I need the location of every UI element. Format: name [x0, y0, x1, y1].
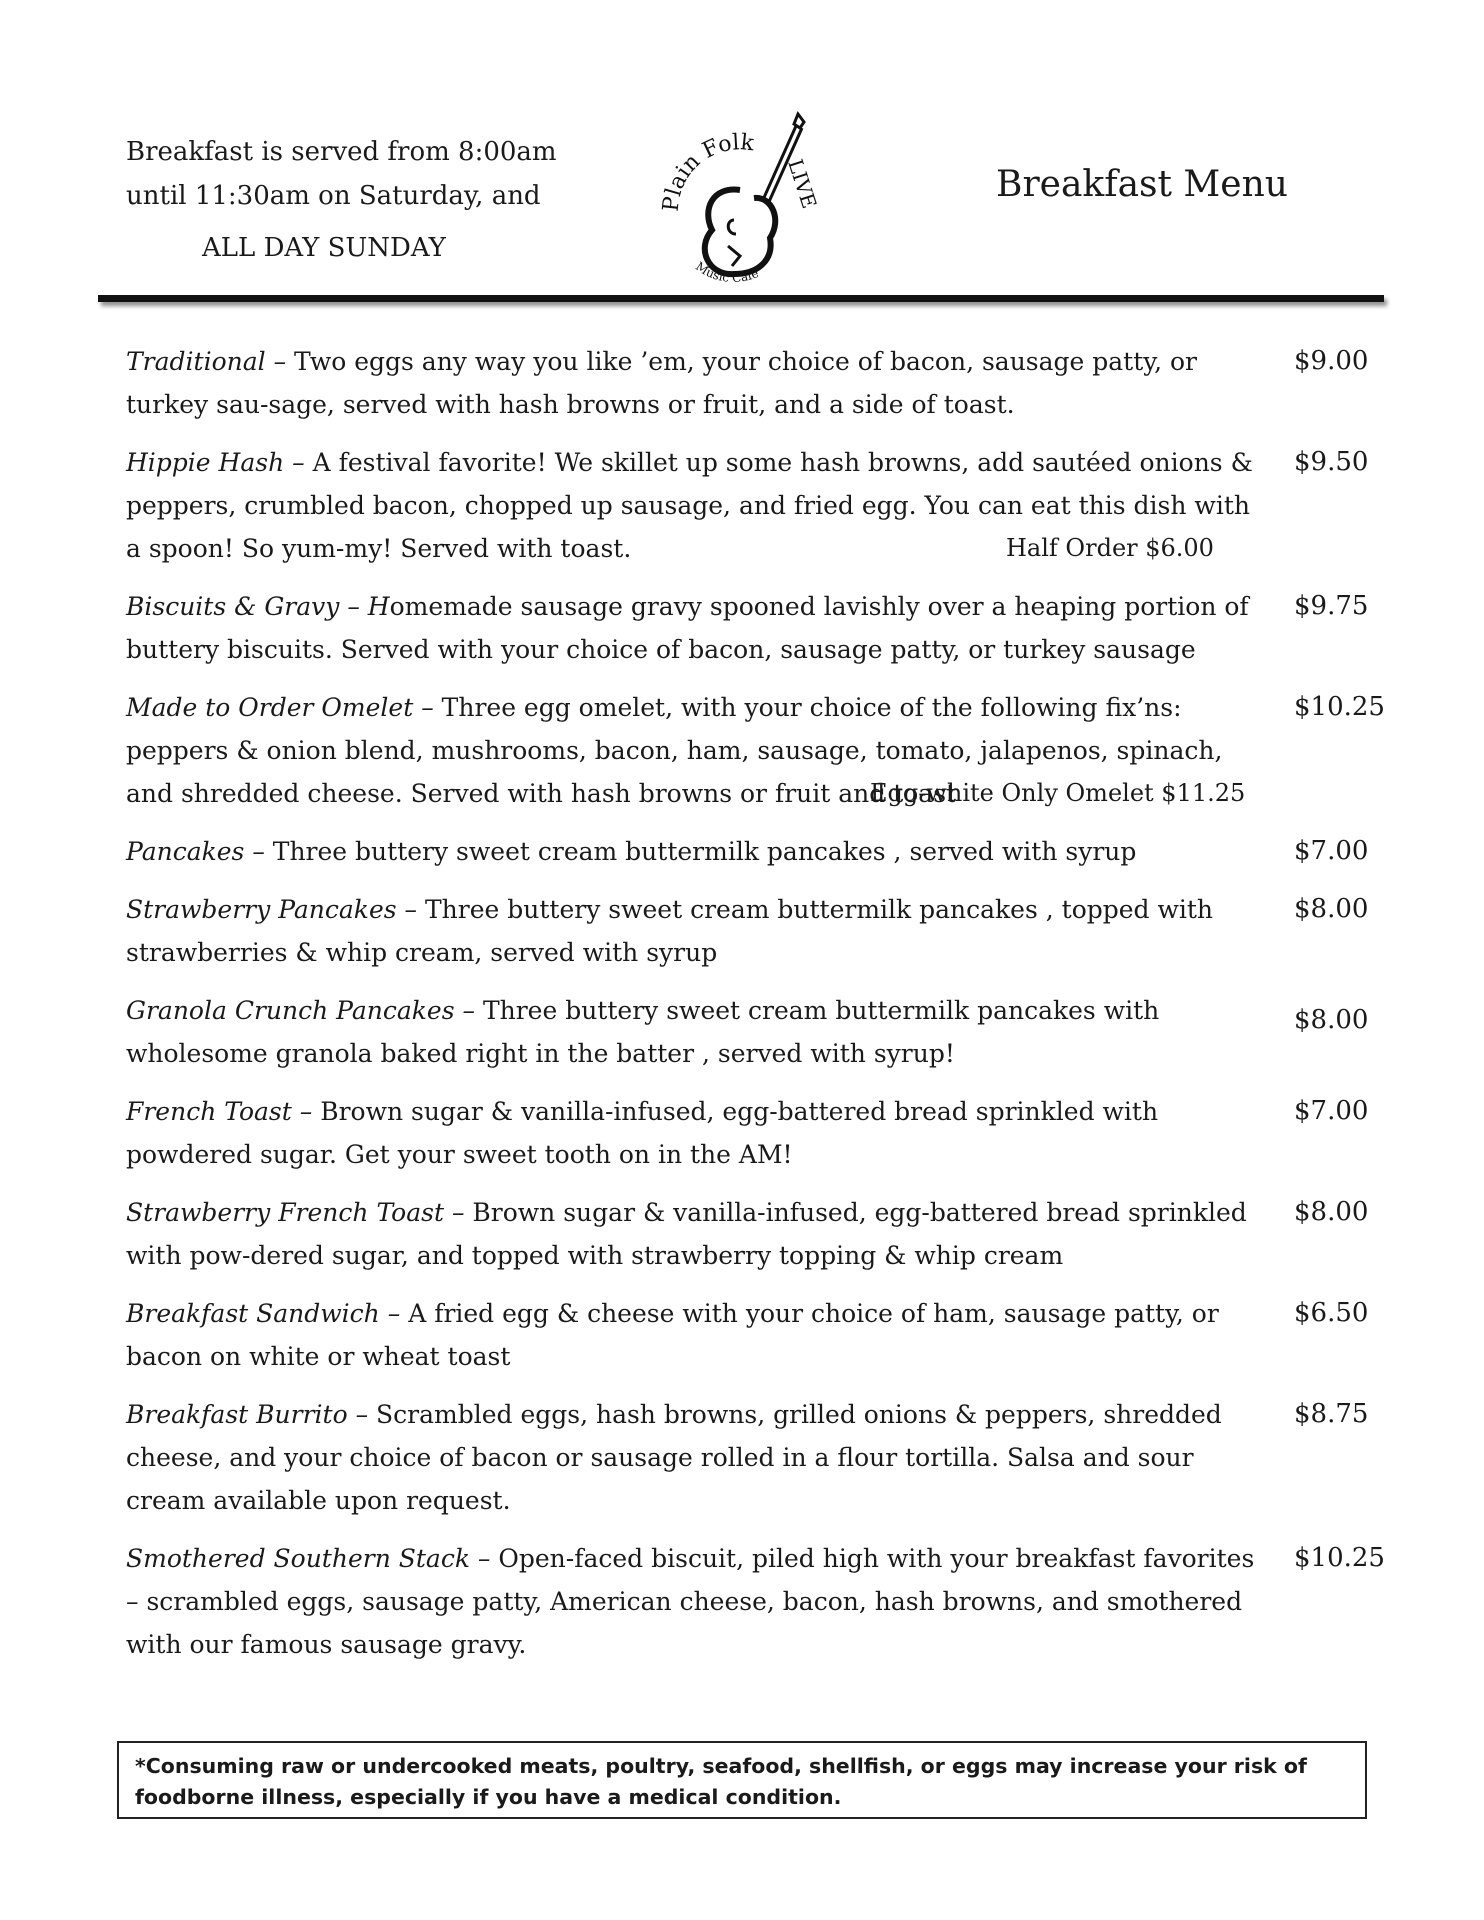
- menu-item-strawberry-pancakes: [126, 888, 1376, 974]
- item-description: Brown sugar & vanilla-infused, egg-battered bread sprinkled with powdered sugar. Get your sweet tooth on in the AM!: [126, 1097, 1159, 1169]
- item-name: Hippie Hash –: [126, 448, 313, 477]
- item-description: Three buttery sweet cream buttermilk pancakes , served with syrup: [272, 837, 1137, 866]
- menu-item-french-toast: [126, 1090, 1376, 1176]
- menu-item-breakfast-sandwich: [126, 1292, 1376, 1378]
- item-name: Traditional –: [126, 347, 295, 376]
- logo-text-music-cafe: Music Café: [693, 259, 761, 286]
- item-price: $8.00: [1294, 1197, 1369, 1227]
- header-divider: [98, 295, 1384, 302]
- item-description: Three buttery sweet cream buttermilk pancakes with wholesome granola baked right in the batter , served with syrup!: [126, 996, 1160, 1068]
- item-description: Scrambled eggs, hash browns, grilled onions & peppers, shredded cheese, and your choice of bacon or sausage rolled in a flour tortilla. Salsa and sour cream available upon request.: [126, 1400, 1222, 1515]
- item-description: omemade sausage gravy spooned lavishly over a heaping portion of buttery biscuits. Served with your choice of bacon, sausage patty, or turkey sausage: [126, 592, 1249, 664]
- menu-item-hippie-hash: [126, 441, 1376, 570]
- item-price: $8.00: [1294, 894, 1369, 924]
- menu-item-granola-pancakes: [126, 989, 1376, 1075]
- item-name: French Toast –: [126, 1097, 321, 1126]
- menu-item-traditional: [126, 340, 1376, 426]
- menu-item-biscuits-gravy: [126, 585, 1376, 671]
- item-price: $6.50: [1294, 1298, 1369, 1328]
- item-price: $10.25: [1294, 692, 1385, 722]
- logo-text-live: LIVE: [783, 156, 822, 212]
- item-price: $9.00: [1294, 346, 1369, 376]
- item-description: Three buttery sweet cream buttermilk pancakes , topped with strawberries & whip cream, served with syrup: [126, 895, 1214, 967]
- menu-item-strawberry-french-toast: [126, 1191, 1376, 1277]
- item-price: $8.00: [1294, 1005, 1369, 1035]
- item-price: $9.75: [1294, 591, 1369, 621]
- item-name: Breakfast Burrito –: [126, 1400, 377, 1429]
- item-half-order-price: Half Order $6.00: [1006, 534, 1214, 562]
- item-name: Pancakes –: [126, 837, 273, 866]
- item-description: Open-faced biscuit, piled high with your breakfast favorites – scrambled eggs, sausage patty, American cheese, bacon, hash browns, and smothered with our famous sausage gravy.: [126, 1544, 1255, 1659]
- serving-hours: [126, 130, 557, 270]
- plain-folk-live-logo: [650, 100, 830, 290]
- hours-line-3: ALL DAY SUNDAY: [202, 233, 446, 263]
- hours-line-2: until 11:30am on Saturday, and: [126, 181, 541, 211]
- item-price: $7.00: [1294, 836, 1369, 866]
- item-description: Three egg omelet, with your choice of the following fix’ns: peppers & onion blend, mushrooms, bacon, ham, sausage, tomato, jalapenos, spinach, and shredded cheese. Served with hash browns or fruit and toast: [126, 693, 1223, 808]
- item-description: A festival favorite! We skillet up some hash browns, add sautéed onions & peppers, crumbled bacon, chopped up sausage, and fried egg. You can eat this dish with a spoon! So yum-my! Served with toast.: [126, 448, 1253, 563]
- item-description: Brown sugar & vanilla-infused, egg-battered bread sprinkled with pow-dered sugar, and topped with strawberry topping & whip cream: [126, 1198, 1247, 1270]
- item-price: $9.50: [1294, 447, 1369, 477]
- item-name: Made to Order Omelet –: [126, 693, 442, 722]
- page-title: Breakfast Menu: [996, 164, 1288, 205]
- item-price: $7.00: [1294, 1096, 1369, 1126]
- item-price: $10.25: [1294, 1543, 1385, 1573]
- menu-item-omelet: [126, 686, 1385, 815]
- hours-line-1: Breakfast is served from 8:00am: [126, 137, 557, 167]
- menu-item-smothered-southern-stack: [126, 1537, 1385, 1666]
- menu-item-pancakes: [126, 830, 1376, 873]
- item-name: Smothered Southern Stack –: [126, 1544, 499, 1573]
- item-egg-white-price: Egg-white Only Omelet $11.25: [870, 779, 1246, 807]
- item-name: Strawberry Pancakes –: [126, 895, 425, 924]
- menu-items-list: [126, 340, 1385, 1681]
- item-name: Breakfast Sandwich –: [126, 1299, 409, 1328]
- item-name: Granola Crunch Pancakes –: [126, 996, 483, 1025]
- item-description: A fried egg & cheese with your choice of ham, sausage patty, or bacon on white or wheat toast: [126, 1299, 1219, 1371]
- item-name: Strawberry French Toast –: [126, 1198, 473, 1227]
- item-price: $8.75: [1294, 1399, 1369, 1429]
- logo-text-plain-folk: Plain Folk: [658, 130, 756, 213]
- menu-item-breakfast-burrito: [126, 1393, 1376, 1522]
- guitar-logo-icon: [650, 100, 830, 290]
- food-safety-notice: *Consuming raw or undercooked meats, poultry, seafood, shellfish, or eggs may increase your risk of foodborne illness, especially if you have a medical condition.: [117, 1741, 1367, 1819]
- item-name: Biscuits & Gravy – H: [126, 592, 390, 621]
- item-description: Two eggs any way you like ’em, your choice of bacon, sausage patty, or turkey sau-sage, served with hash browns or fruit, and a side of toast.: [126, 347, 1197, 419]
- svg-text:Plain Folk: [659, 130, 756, 213]
